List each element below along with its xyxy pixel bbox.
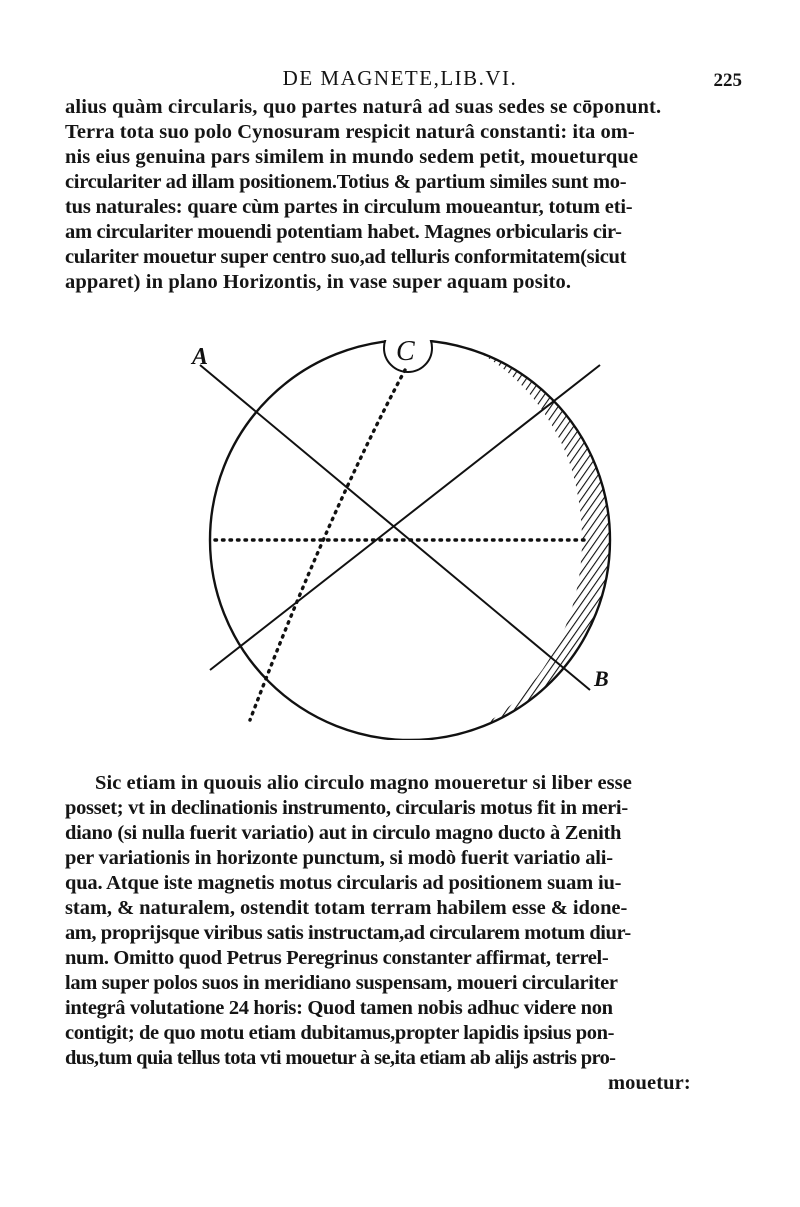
label-c: C (396, 340, 415, 367)
running-head: DE MAGNETE,LIB.VI. (282, 66, 518, 90)
text-line: diano (si nulla fuerit variatio) aut in circulo magno ducto à Zenith (65, 822, 622, 844)
text-line: am, proprijsque viribus satis instructam,ad circularem motum diur- (65, 922, 631, 944)
text-line: per variationis in horizonte punctum, si modò fuerit variatio ali- (65, 847, 613, 869)
text-line: posset; vt in declinationis instrumento, circularis motus fit in meri- (65, 797, 628, 819)
text-line: contigit; de quo motu etiam dubitamus,propter lapidis ipsius pon- (65, 1022, 615, 1044)
text-line: integrâ volutatione 24 horis: Quod tamen nobis adhuc videre non (65, 997, 613, 1019)
text-line: alius quàm circularis, quo partes naturâ ad suas sedes se cōponunt. (65, 96, 662, 118)
text-line: nis eius genuina pars similem in mundo sedem petit, moueturque (65, 146, 639, 168)
text-line: dus,tum quia tellus tota vti mouetur à se,ita etiam ab alijs astris pro- (65, 1047, 616, 1069)
text-line: mouetur: (608, 1072, 691, 1094)
text-line: Terra tota suo polo Cynosuram respicit naturâ constanti: ita om- (65, 121, 635, 143)
text-line: Sic etiam in quouis alio circulo magno moueretur si liber esse (95, 772, 632, 794)
text-line: apparet) in plano Horizontis, in vase super aquam posito. (65, 271, 572, 293)
text-line: am circulariter mouendi potentiam habet. Magnes orbicularis cir- (65, 221, 622, 243)
text-line: lam super polos suos in meridiano suspensam, moueri circulariter (65, 972, 618, 994)
paragraph-bottom (0, 771, 800, 1096)
text-line: qua. Atque iste magnetis motus circularis ad positionem suam iu- (65, 872, 622, 894)
label-b: B (594, 666, 609, 691)
text-line: culariter mouetur super centro suo,ad telluris conformitatem(sicut (65, 246, 627, 268)
label-a: A (192, 344, 209, 370)
text-line: stam, & naturalem, ostendit totam terram habilem esse & idone- (65, 897, 628, 919)
magnet-circle-diagram (150, 340, 670, 740)
text-line: tus naturales: quare cùm partes in circulum moueantur, totum eti- (65, 196, 633, 218)
page-number: 225 (713, 70, 742, 91)
text-line: circulariter ad illam positionem.Totius & partium similes sunt mo- (65, 171, 627, 193)
text-line: num. Omitto quod Petrus Peregrinus constanter affirmat, terrel- (65, 947, 609, 969)
paragraph-top (0, 95, 800, 295)
